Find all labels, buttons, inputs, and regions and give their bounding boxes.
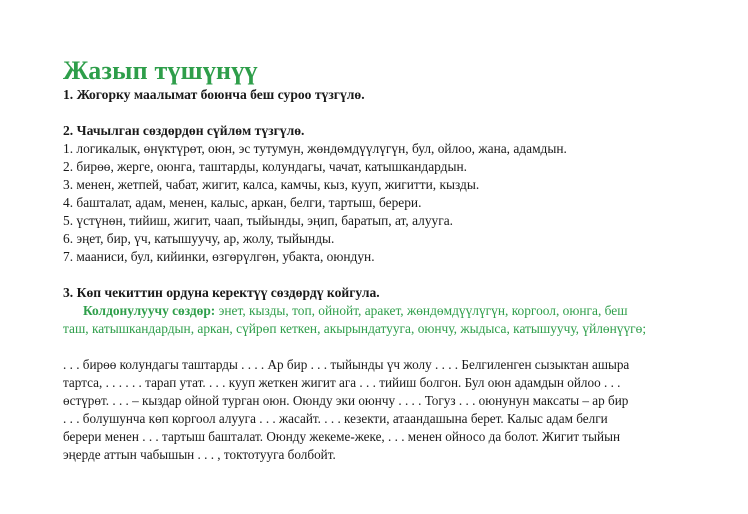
list-item: 3. менен, жетпей, чабат, жигит, калса, камчы, кыз, кууп, жигитти, кызды. [63, 177, 480, 192]
task-2-heading: 2. Чачылган сөздөрдөн сүйлөм түзгүлө. [63, 123, 305, 138]
spacer [63, 104, 703, 122]
worksheet [63, 56, 703, 464]
list-item: 4. башталат, адам, менен, калыс, аркан, белги, тартыш, берери. [63, 195, 422, 210]
paragraph-line: өстүрөт. . . . – кыздар ойной турган оюн. Оюнду эки оюнчу . . . . Тогуз . . . оюнунун максаты – ар бир [63, 393, 629, 408]
list-item: 1. логикалык, өнүктүрөт, оюн, эс тутумун, жөндөмдүүлүгүн, бул, ойлоо, жана, адамдын. [63, 141, 567, 156]
task-1-heading: 1. Жогорку маалымат боюнча беш суроо түзгүлө. [63, 87, 365, 102]
list-item: 6. эңет, бир, үч, катышуучу, ар, жолу, тыйынды. [63, 231, 335, 246]
paragraph-line: тартса, . . . . . . тарап утат. . . . кууп жеткен жигит ага . . . тийиш болгон. Бул оюн адамдын ойлоо . . . [63, 375, 621, 390]
page-title: Жазып түшүнүү [63, 56, 258, 85]
spacer [63, 338, 703, 356]
fill-in-paragraph [63, 356, 703, 464]
spacer [63, 266, 703, 284]
word-bank [63, 302, 703, 320]
paragraph-line: . . . бирөө колундагы таштарды . . . . Ар бир . . . тыйынды үч жолу . . . . Белгиленген сызыктан ашыра [63, 357, 630, 372]
word-bank-line-2: таш, катышкандардын, аркан, сүйрөп кеткен, акырындатууга, оюнчу, жыдыса, катышуучу, үйлөнүүгө; [63, 321, 647, 336]
list-item: 2. бирөө, жерге, оюнга, таштарды, колундагы, чачат, катышкандардын. [63, 159, 467, 174]
task-2-list [63, 140, 703, 266]
paragraph-line: берери менен . . . тартыш башталат. Оюнду жекеме-жеке, . . . менен ойносо да болот. Жигит тыйын [63, 429, 621, 444]
list-item: 7. мааниси, бул, кийинки, өзгөрүлгөн, убакта, оюндун. [63, 249, 375, 264]
word-bank-line-1: энет, кызды, топ, ойнойт, аракет, жөндөмдүүлүгүн, коргоол, оюнга, беш [215, 303, 628, 318]
list-item: 5. үстүнөн, тийиш, жигит, чаап, тыйынды, эңип, баратып, ат, алууга. [63, 213, 454, 228]
paragraph-line: . . . болушунча көп коргоол алууга . . . жасайт. . . . кезекти, атаандашына берет. Калыс адам белги [63, 411, 608, 426]
paragraph-line: эңерде аттын чабышын . . . , токтотууга болбойт. [63, 447, 336, 462]
word-bank-label: Колдонулуучу сөздөр: [83, 303, 216, 318]
task-3-heading: 3. Көп чекиттин ордуна керектүү сөздөрдү койгула. [63, 285, 380, 300]
